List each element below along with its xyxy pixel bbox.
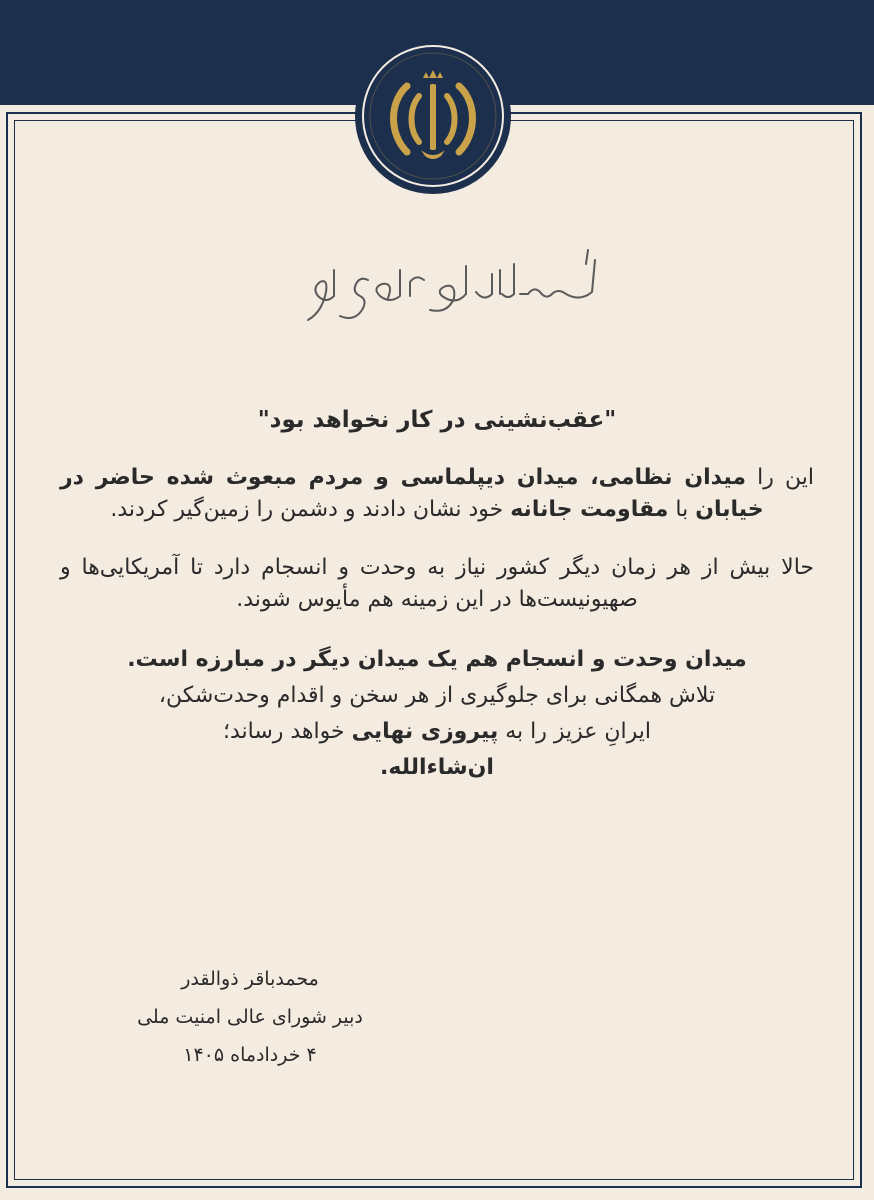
signature-block: [100, 960, 400, 1074]
letter-body: [60, 400, 814, 786]
signatory-title: دبیر شورای عالی امنیت ملی: [137, 1006, 363, 1028]
paragraph-3-line2: تلاش همگانی برای جلوگیری از هر سخن و اقدام وحدت‌شکن،: [158, 683, 716, 708]
paragraph-1-part2: با: [668, 497, 696, 522]
paragraph-1-part3: خود نشان دادند و دشمن را زمین‌گیر کردند.: [110, 497, 511, 522]
paragraph-1: [60, 462, 814, 526]
paragraph-3-line3-part2: خواهد رساند؛: [222, 719, 352, 744]
paragraph-3-line3-bold: پیروزی نهایی: [351, 719, 499, 744]
paragraph-3-line4: ان‌شاءالله.: [380, 755, 494, 780]
emblem-badge: [355, 38, 511, 194]
letter-date: ۴ خردادماه ۱۴۰۵: [183, 1044, 317, 1066]
paragraph-3-line1: میدان وحدت و انسجام هم یک میدان دیگر در مبارزه است.: [127, 647, 747, 672]
paragraph-1-bold1: میدان نظامی، میدان دیپلماسی و مردم مبعوث شده حاضر در خیابان: [60, 465, 764, 522]
signatory-name: محمدباقر ذوالقدر: [181, 968, 319, 990]
paragraph-3-line3: [60, 714, 814, 750]
paragraph-1-bold2: مقاومت جانانه: [510, 497, 669, 522]
iran-emblem-icon: [355, 38, 511, 194]
paragraph-3-line3-part1: ایرانِ عزیز را به: [498, 719, 652, 744]
paragraph-1-part1: این را: [745, 465, 814, 490]
bismillah-calligraphy: [270, 230, 610, 340]
headline: "عقب‌نشینی در کار نخواهد بود": [257, 407, 617, 433]
paragraph-2: حالا بیش از هر زمان دیگر کشور نیاز به وحدت و انسجام دارد تا آمریکایی‌ها و صهیونیست‌ها در این زمینه هم مأیوس شوند.: [60, 555, 814, 612]
